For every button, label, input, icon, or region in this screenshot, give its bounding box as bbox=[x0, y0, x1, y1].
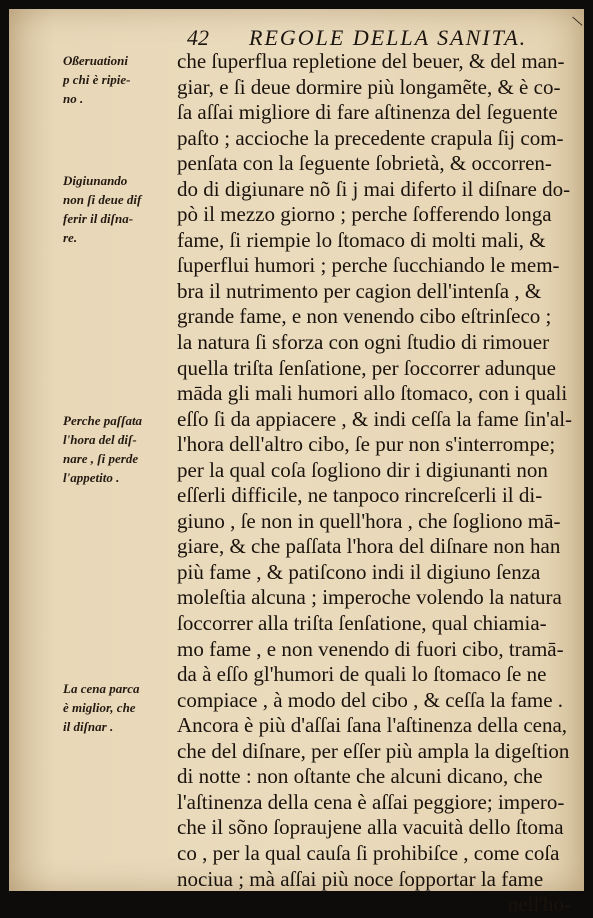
corner-mark: \ bbox=[570, 11, 585, 31]
text-line: giar, e ſi deue dormire più longamẽte, & è co- bbox=[177, 74, 561, 99]
margin-note bbox=[63, 679, 171, 736]
text-line: giuno , ſe non in quell'hora , che ſogliono mā- bbox=[177, 508, 561, 533]
text-line: ſoccorrer alla triſta ſenſatione, qual chiamia- bbox=[177, 611, 547, 636]
margin-note-line: l'appetito . bbox=[63, 470, 120, 485]
text-line: l'hora dell'altro cibo, ſe pur non s'interrompe; bbox=[177, 432, 556, 457]
text-line: l'aſtinenza della cena è aſſai peggiore; impero- bbox=[177, 789, 565, 814]
text-line: più fame , & patiſcono indi il digiuno ſenza bbox=[177, 559, 541, 584]
text-line: bra il nutrimento per cagion dell'intenſa , & bbox=[177, 278, 542, 303]
margin-note-line: nare , ſi perde bbox=[63, 451, 139, 466]
page-number: 42 bbox=[187, 25, 209, 50]
margin-note-line: non ſi deue dif bbox=[63, 192, 142, 207]
text-line: che ſuperflua repletione del beuer, & del man- bbox=[177, 49, 565, 73]
text-line: mo fame , e non venendo di fuori cibo, tramā- bbox=[177, 636, 564, 661]
margin-note-line: Perche paſſata bbox=[63, 413, 143, 428]
text-line: māda gli mali humori allo ſtomaco, con i quali bbox=[177, 381, 568, 406]
margin-note-line: l'hora del diſ- bbox=[63, 432, 137, 447]
margin-note-line: è miglior, che bbox=[63, 700, 136, 715]
text-line: ſuperflui humori ; perche ſucchiando le mem- bbox=[177, 253, 560, 278]
text-line: che il sõno ſopraujene alla vacuità dello ſtoma bbox=[177, 815, 564, 840]
text-line: penſata con la ſeguente ſobrietà, & occorren- bbox=[177, 151, 552, 176]
margin-note-line: no . bbox=[63, 91, 84, 106]
text-line: paſto ; accioche la precedente crapula ſij com- bbox=[177, 125, 564, 150]
text-line: giare, & che paſſata l'hora del diſnare non han bbox=[177, 534, 561, 559]
text-line: per la qual coſa ſogliono dir i digiunanti non bbox=[177, 457, 548, 482]
text-line: do di digiunare nõ ſi j mai diferto il diſnare do- bbox=[177, 176, 571, 201]
margin-note-line: re. bbox=[63, 230, 78, 245]
margin-note-line: p chi è ripie- bbox=[63, 72, 131, 87]
margin-note-line: Digiunando bbox=[63, 173, 128, 188]
margin-note-line: ferir il diſna- bbox=[63, 211, 134, 226]
text-line: ſa aſſai migliore di fare aſtinenza del ſeguente bbox=[177, 100, 558, 125]
catchword: nell'ho- bbox=[507, 892, 571, 917]
margin-note bbox=[63, 171, 171, 247]
body-text bbox=[177, 49, 581, 918]
text-line: da à eſſo gl'humori de quali lo ſtomaco ſe ne bbox=[177, 662, 547, 687]
text-line: nociua ; mà aſſai più noce ſopportar la fame bbox=[177, 866, 544, 891]
text-line: eſſerli difficile, ne tanpoco rincreſcerli il di- bbox=[177, 483, 543, 508]
running-title: REGOLE DELLA SANITA. bbox=[249, 25, 528, 50]
text-line: fame, ſi riempie lo ſtomaco di molti mali, & bbox=[177, 227, 546, 252]
margin-note-line: La cena parca bbox=[63, 681, 140, 696]
text-line: eſſo ſi da appiacere , & indi ceſſa la fame ſin'al- bbox=[177, 406, 573, 431]
margin-note-line: il diſnar . bbox=[63, 719, 114, 734]
margin-note bbox=[63, 411, 171, 487]
text-line: di notte : non oſtante che alcuni dicano, che bbox=[177, 764, 543, 789]
text-line: pò il mezzo giorno ; perche ſofferendo longa bbox=[177, 202, 552, 227]
book-page bbox=[9, 9, 585, 917]
margin-note-line: Oßeruationi bbox=[63, 53, 129, 68]
text-line: che del diſnare, per eſſer più ampla la digeſtion bbox=[177, 738, 570, 763]
text-line: quella triſta ſenſatione, per ſoccorrer adunque bbox=[177, 355, 556, 380]
text-line: Ancora è più d'aſſai ſana l'aſtinenza della cena, bbox=[177, 713, 568, 738]
text-line: co , per la qual cauſa ſi prohibiſce , come coſa bbox=[177, 840, 560, 865]
text-line: moleſtia alcuna ; imperoche volendo la natura bbox=[177, 585, 562, 610]
text-line: compiace , à modo del cibo , & ceſſa la fame . bbox=[177, 687, 564, 712]
margin-note bbox=[63, 51, 171, 108]
text-line: grande fame, e non venendo cibo eſtrinſeco ; bbox=[177, 304, 552, 329]
text-line: la natura ſi sforza con ogni ſtudio di rimouer bbox=[177, 330, 550, 355]
